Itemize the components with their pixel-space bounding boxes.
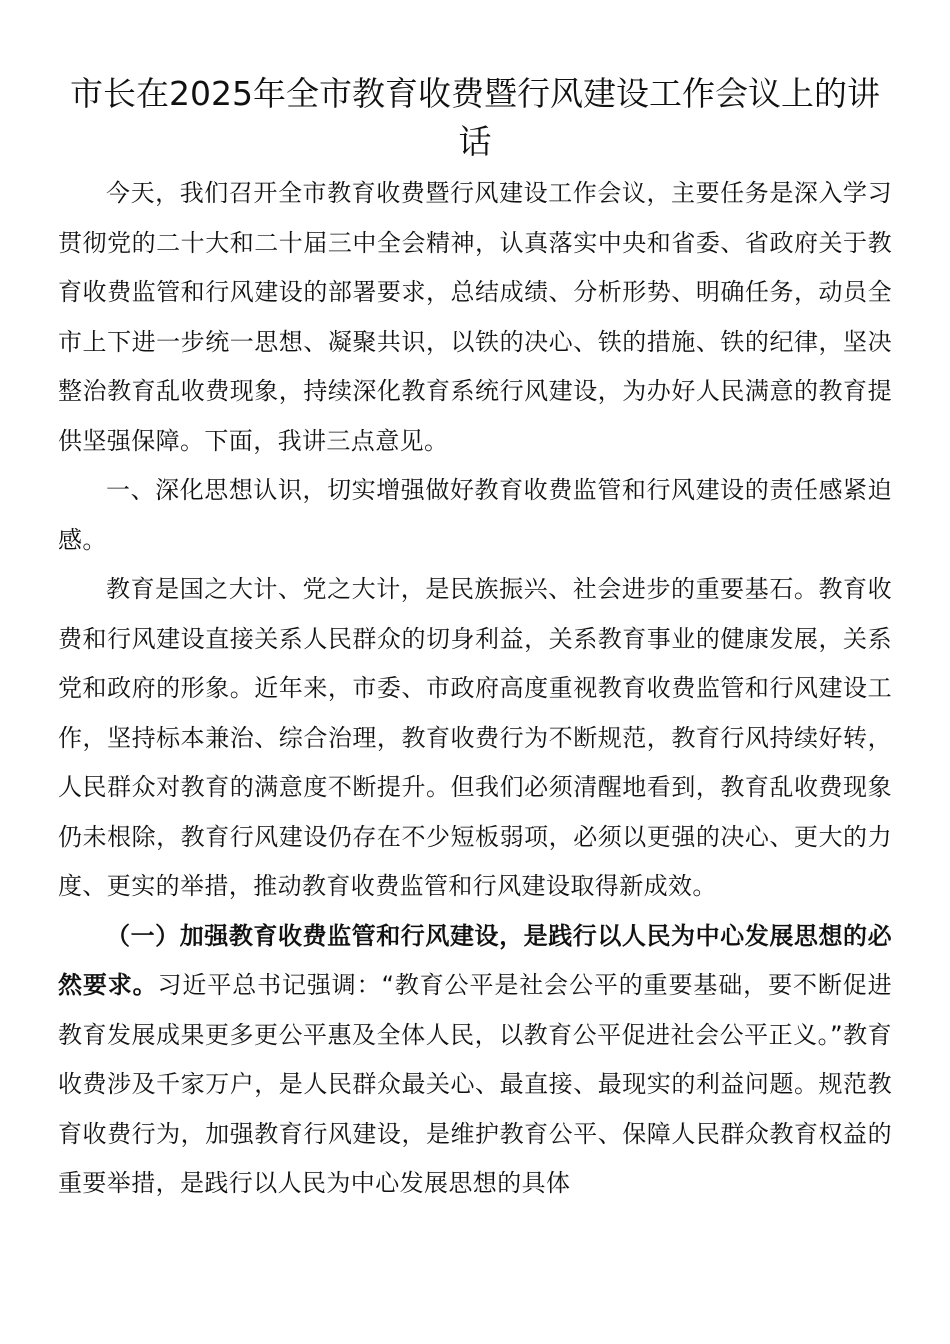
document-title: 市长在2025年全市教育收费暨行风建设工作会议上的讲话: [70, 74, 880, 161]
section-one-text: 习近平总书记强调：“教育公平是社会公平的重要基础，要不断促进教育发展成果更多更公平惠及全体人民，以教育公平促进社会公平正义。”教育收费涉及千家万户，是人民群众最关心、最直接、最现实的利益问题。规范教育收费行为，加强教育行风建设，是维护教育公平、保障人民群众教育权益的重要举措，是践行以人民为中心发展思想的具体: [58, 971, 892, 1197]
part-one-heading: 一、深化思想认识，切实增强做好教育收费监管和行风建设的责任感紧迫感。: [58, 476, 892, 554]
document-body: [58, 169, 892, 1209]
body-paragraph: 教育是国之大计、党之大计，是民族振兴、社会进步的重要基石。教育收费和行风建设直接关系人民群众的切身利益，关系教育事业的健康发展，关系党和政府的形象。近年来，市委、市政府高度重视教育收费监管和行风建设工作，坚持标本兼治、综合治理，教育收费行为不断规范，教育行风持续好转，人民群众对教育的满意度不断提升。但我们必须清醒地看到，教育乱收费现象仍未根除，教育行风建设仍存在不少短板弱项，必须以更强的决心、更大的力度、更实的举措，推动教育收费监管和行风建设取得新成效。: [58, 575, 892, 900]
opening-paragraph: 今天，我们召开全市教育收费暨行风建设工作会议，主要任务是深入学习贯彻党的二十大和二十届三中全会精神，认真落实中央和省委、省政府关于教育收费监管和行风建设的部署要求，总结成绩、分析形势、明确任务，动员全市上下进一步统一思想、凝聚共识，以铁的决心、铁的措施、铁的纪律，坚决整治教育乱收费现象，持续深化教育系统行风建设，为办好人民满意的教育提供坚强保障。下面，我讲三点意见。: [58, 179, 892, 455]
section-one-paragraph: [58, 912, 892, 1209]
section-one-heading: （一）加强教育收费监管和行风建设，是践行以人民为中心发展思想的必然要求。: [58, 921, 892, 999]
